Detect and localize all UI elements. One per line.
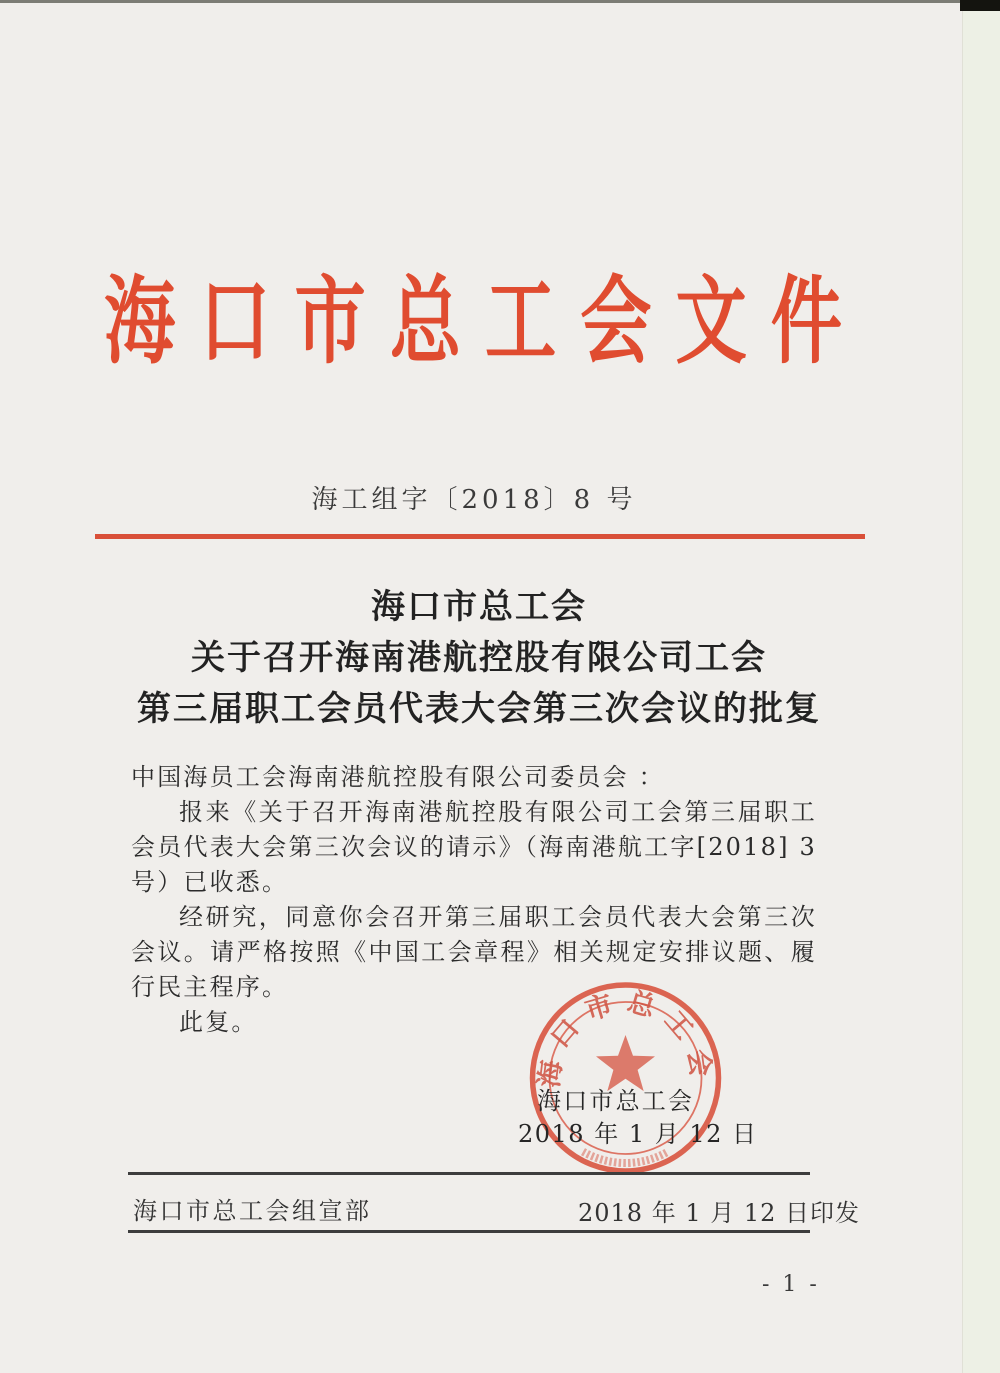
signature-date: 2018 年 1 月 12 日 xyxy=(518,1120,758,1148)
footer-issuer: 海口市总工会组宣部 xyxy=(133,1197,372,1225)
footer-rule-bottom xyxy=(128,1230,810,1233)
footer-print-date: 2018 年 1 月 12 日印发 xyxy=(578,1199,861,1227)
document-number: 海工组字〔2018〕8 号 xyxy=(311,485,637,515)
scan-corner-artifact xyxy=(960,0,1000,11)
scan-top-edge xyxy=(0,0,1000,3)
footer-rule-top xyxy=(128,1172,810,1175)
signature-org: 海口市总工会 xyxy=(537,1087,695,1115)
body-paragraph: 此复。 xyxy=(179,1008,258,1036)
seal-arc-text: 海口市总工会 xyxy=(533,986,718,1090)
scan-right-strip xyxy=(962,0,1000,1373)
red-separator-line xyxy=(95,534,865,539)
document-title-line2: 关于召开海南港航控股有限公司工会 xyxy=(191,638,767,678)
body-paragraph: 经研究，同意你会召开第三届职工会员代表大会第三次会议。请严格按照《中国工会章程》相关规定安排议题、履行民主程序。 xyxy=(131,903,817,1001)
document-title xyxy=(79,582,879,735)
document-title-line1: 海口市总工会 xyxy=(371,587,587,627)
salutation: 中国海员工会海南港航控股有限公司委员会 ： xyxy=(131,763,665,791)
org-document-header: 海口市总工会文件 xyxy=(103,266,867,377)
document-title-line3: 第三届职工会员代表大会第三次会议的批复 xyxy=(137,689,821,729)
page-number: - 1 - xyxy=(762,1272,820,1297)
body-paragraph: 报来《关于召开海南港航控股有限公司工会第三届职工会员代表大会第三次会议的请示》（海南港航工字[2018] 3号）已收悉。 xyxy=(131,798,817,896)
